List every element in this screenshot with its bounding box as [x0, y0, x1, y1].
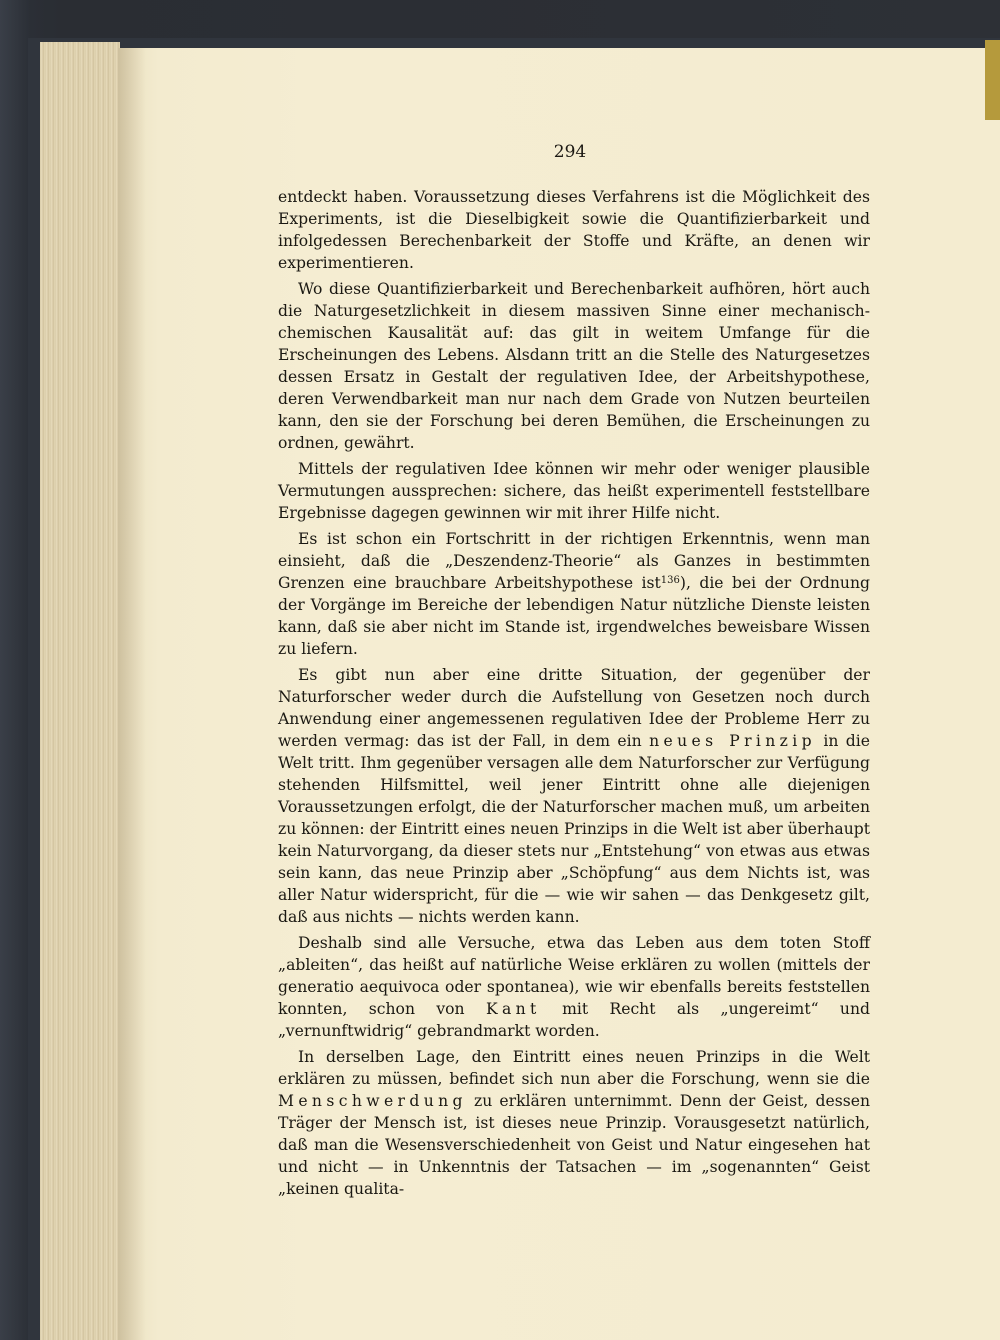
- text-run: mit Recht als „ungereimt“ und „vernunftwidrig“ gebrandmarkt worden.: [278, 1000, 870, 1040]
- paragraph: [278, 1046, 870, 1200]
- text-run: ), die bei der Ordnung der Vorgänge im Bereiche der lebendigen Natur nützliche Dienste leisten kann, daß sie aber nicht im Stande ist, irgendwelches beweisbare Wissen zu liefern.: [278, 574, 870, 658]
- page-number: 294: [553, 142, 587, 162]
- paragraph: [278, 932, 870, 1042]
- emphasized-text: Kant: [485, 1000, 541, 1018]
- text-run: entdeckt haben. Voraussetzung dieses Verfahrens ist die Möglichkeit des Experiments, ist die Dieselbigkeit sowie die Quantifizierbarkeit und infolgedessen Berechenbarkeit der Stoffe und Kräfte, an denen wir experimentieren.: [278, 188, 870, 272]
- emphasized-text: Menschwerdung: [278, 1092, 467, 1110]
- body-text: [278, 186, 870, 1200]
- text-run: zu erklären unternimmt. Denn der Geist, dessen Träger der Mensch ist, ist dieses neue Prinzip. Vorausgesetzt natürlich, daß man die Wesensverschiedenheit von Geist und Natur eingesehen hat und nicht — in Unkenntnis der Tatsachen — im „sogenannten“ Geist „keinen qualita-: [278, 1092, 870, 1198]
- paragraph: [278, 186, 870, 274]
- paragraph: [278, 664, 870, 928]
- text-run: in die Welt tritt. Ihm gegenüber versagen alle dem Naturforscher zur Verfügung stehenden Hilfsmittel, weil jener Eintritt ohne alle diejenigen Voraussetzungen erfolgt, die der Naturforscher machen muß, um arbeiten zu können: der Eintritt eines neuen Prinzips in die Welt ist aber überhaupt kein Naturvorgang, da dieser stets nur „Entstehung“ von etwas aus etwas sein kann, das neue Prinzip aber „Schöpfung“ aus dem Nichts ist, was aller Natur widerspricht, für die — wie wir sahen — das Denkgesetz gilt, daß aus nichts — nichts werden kann.: [278, 732, 870, 926]
- paragraph: [278, 458, 870, 524]
- text-run: Es gibt nun aber eine dritte Situation, der gegenüber der Naturforscher weder durch die Aufstellung von Gesetzen noch durch Anwendung einer angemessenen regulativen Idee der Probleme Herr zu werden vermag: das ist der Fall, in dem ein: [278, 666, 870, 750]
- paragraph: [278, 278, 870, 454]
- paragraph: [278, 528, 870, 660]
- text-run: Mittels der regulativen Idee können wir mehr oder weniger plausible Vermutungen aussprechen: sichere, das heißt experimentell feststellbare Ergebnisse dagegen gewinnen wir mit ihrer Hilfe nicht.: [278, 460, 870, 522]
- gutter-shadow: [118, 48, 146, 1340]
- bookmark-ribbon: [985, 40, 1000, 120]
- text-run: Wo diese Quantifizierbarkeit und Berechenbarkeit aufhören, hört auch die Naturgesetzlichkeit in diesem massiven Sinne einer mechanisch-chemischen Kausalität auf: das gilt in weitem Umfange für die Erscheinungen des Lebens. Alsdann tritt an die Stelle des Naturgesetzes dessen Ersatz in Gestalt der regulativen Idee, der Arbeitshypothese, deren Verwendbarkeit man nur nach dem Grade von Nutzen beurteilen kann, den sie der Forschung bei deren Bemühen, die Erscheinungen zu ordnen, gewährt.: [278, 280, 870, 452]
- text-run: Deshalb sind alle Versuche, etwa das Leben aus dem toten Stoff „ableiten“, das heißt auf natürliche Weise erklären zu wollen (mittels der generatio aequivoca oder spontanea), wie wir ebenfalls bereits feststellen konnten, schon von: [278, 934, 870, 1018]
- text-run: In derselben Lage, den Eintritt eines neuen Prinzips in die Welt erklären zu müssen, befindet sich nun aber die Forschung, wenn sie die: [278, 1048, 870, 1088]
- page-edges: [40, 42, 120, 1340]
- text-run: Es ist schon ein Fortschritt in der richtigen Erkenntnis, wenn man einsieht, daß die „Deszendenz-Theorie“ als Ganzes in bestimmten Grenzen eine brauchbare Arbeitshypothese ist: [278, 530, 870, 592]
- emphasized-text: neues Prinzip: [649, 732, 816, 750]
- footnote-reference: 136: [660, 575, 680, 586]
